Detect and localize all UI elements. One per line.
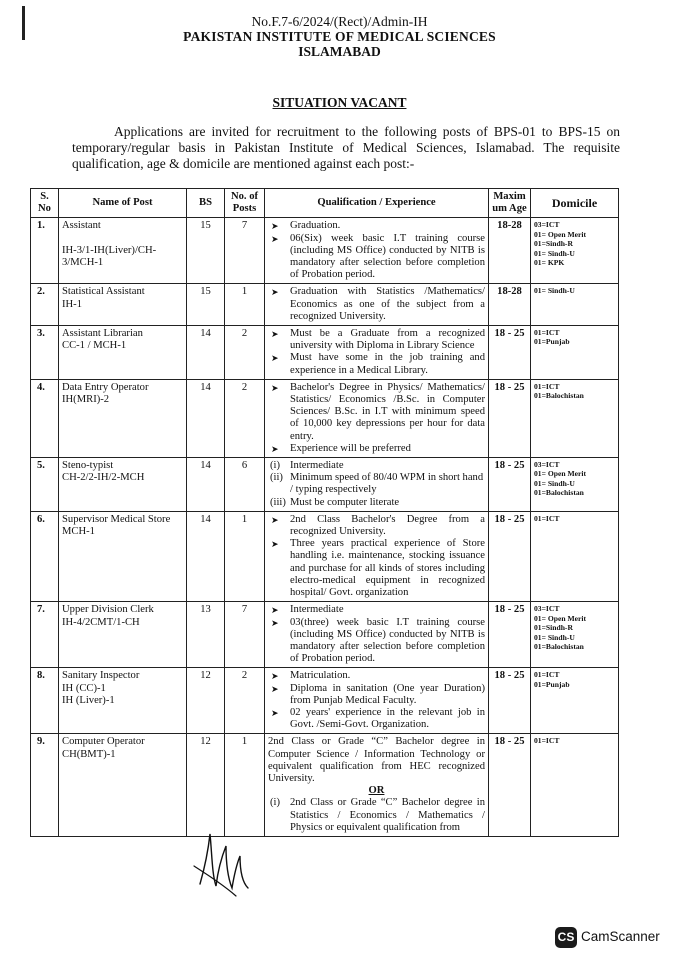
qualification-list [268,220,485,281]
post-name-line: Statistical Assistant [62,286,145,298]
qualification-list [268,328,485,377]
qualification-text: Must be computer literate [290,496,400,508]
qualification-item [268,352,485,376]
arrowhead-bullet-icon: ➤ [271,707,279,718]
post-name-line: Supervisor Medical Store [62,513,171,525]
table-row [31,511,619,601]
domicile-quota: 01=Punjab [534,337,570,347]
qualification-cell [265,284,489,326]
post-name-cell [59,734,187,837]
arrowhead-bullet-icon: ➤ [271,683,279,694]
qualification-list [268,286,485,323]
maximum-age: 18-28 [489,218,531,284]
row-number: 5. [31,458,59,512]
domicile-quota: 01= Sindh-U [534,286,575,296]
qualification-list [268,514,485,599]
camscanner-label: CamScanner [581,929,660,944]
qualification-cell [265,668,489,734]
basic-scale: 12 [187,668,225,734]
domicile-cell [531,326,619,380]
arrowhead-bullet-icon: ➤ [271,353,279,364]
qualification-item [268,382,485,443]
qualification-text: Matriculation. [290,670,351,682]
institute-name: PAKISTAN INSTITUTE OF MEDICAL SCIENCES [183,29,496,44]
qualification-item [268,328,485,352]
arrowhead-bullet-icon: ➤ [271,605,279,616]
domicile-quota: 01=ICT [534,736,560,746]
header-sno: S. No [31,189,59,218]
qualification-list [268,604,485,665]
qualification-item [268,460,485,472]
qualification-text: Experience will be preferred [290,442,411,454]
qualification-item [268,233,485,282]
table-row [31,458,619,512]
domicile-quota: 01=ICT [534,670,560,680]
table-row [31,284,619,326]
post-name-line: Upper Division Clerk [62,604,154,616]
domicile-quota: 01=Punjab [534,679,570,689]
qualification-item [268,472,485,496]
maximum-age: 18 - 25 [489,458,531,512]
basic-scale: 15 [187,218,225,284]
table-row [31,602,619,668]
qualification-text: Diploma in sanitation (One year Duration) from Punjab Medical Faculty. [290,682,485,706]
reference-number: No.F.7-6/2024/(Rect)/Admin-IH [251,14,428,29]
advertisement-title: SITUATION VACANT [272,95,407,110]
domicile-quota: 01=ICT [534,381,560,391]
item-numeral: (i) [270,460,280,472]
qualification-text: Must be a Graduate from a recognized university with Diploma in Library Science [290,328,485,352]
arrowhead-bullet-icon: ➤ [271,443,279,454]
row-number: 6. [31,511,59,601]
post-name-line: IH(MRI)-2 [62,394,110,406]
qualification-cell [265,511,489,601]
arrowhead-bullet-icon: ➤ [271,617,279,628]
table-row [31,379,619,457]
basic-scale: 13 [187,602,225,668]
qualification-cell [265,379,489,457]
domicile-quota: 01= Sindh-U [534,478,575,488]
qualification-text: Bachelor's Degree in Physics/ Mathematics/ Statistics/ Economics /B.Sc. in Computer Sciences/ B.Sc. in I.T with minimum speed of 10,000 key depressions per hour for data entry. [290,381,485,442]
domicile-quota: 01= Open Merit [534,613,586,623]
item-numeral: (ii) [270,472,283,484]
domicile-cell [531,602,619,668]
table-row [31,734,619,837]
domicile-quota: 01=Balochistan [534,391,584,401]
number-of-posts: 1 [225,511,265,601]
qualification-text: Intermediate [290,460,344,472]
post-name-line: CC-1 / MCH-1 [62,340,127,352]
domicile-quota: 03=ICT [534,220,560,230]
camscanner-logo-icon: CS [555,927,577,948]
item-numeral: (iii) [270,496,286,508]
post-name-cell [59,284,187,326]
post-name-cell [59,511,187,601]
domicile-quota: 01= KPK [534,258,565,268]
or-separator: OR [368,785,385,797]
number-of-posts: 2 [225,326,265,380]
arrowhead-bullet-icon: ➤ [271,382,279,393]
header-name-of-post: Name of Post [59,189,187,218]
basic-scale: 12 [187,734,225,837]
maximum-age: 18 - 25 [489,734,531,837]
basic-scale: 14 [187,326,225,380]
post-name-line [62,233,183,245]
number-of-posts: 1 [225,734,265,837]
post-name-line: Computer Operator [62,736,145,748]
post-name-cell [59,668,187,734]
number-of-posts: 1 [225,284,265,326]
domicile-cell [531,734,619,837]
number-of-posts: 2 [225,668,265,734]
row-number: 3. [31,326,59,380]
qualification-text: Minimum speed of 80/40 WPM in short hand / typing respectively [290,472,484,496]
header-max-age: Maxim um Age [489,189,531,218]
arrowhead-bullet-icon: ➤ [271,287,279,298]
qualification-text: 02 years' experience in the relevant job in Govt. /Semi-Govt. Organization. [290,706,485,731]
qualification-item [268,443,485,455]
post-name-cell [59,326,187,380]
post-name-line: CH(BMT)-1 [62,748,116,760]
table-row [31,326,619,380]
post-name-cell [59,602,187,668]
header-domicile: Domicile [531,189,619,218]
domicile-quota: 01=Sindh-R [534,623,573,633]
qualification-text: 2nd Class or Grade “C” Bachelor degree in Statistics / Economics / Mathematics / Physics or equivalent qualification from [290,797,485,833]
qualification-item [268,286,485,323]
domicile-cell [531,218,619,284]
qualification-cell [265,734,489,837]
table-row [31,218,619,284]
maximum-age: 18 - 25 [489,511,531,601]
qualification-text: 2nd Class Bachelor's Degree from a recognized University. [290,513,485,538]
domicile-quota: 01=ICT [534,328,560,338]
basic-scale: 15 [187,284,225,326]
qualification-item [268,617,485,666]
row-number: 2. [31,284,59,326]
domicile-cell [531,668,619,734]
qualification-cell [265,326,489,380]
basic-scale: 14 [187,511,225,601]
qualification-text: Graduation with Statistics /Mathematics/ Economics as one of the subject from a recognized University. [290,286,485,322]
post-name-line: Steno-typist [62,460,114,472]
header-bs: BS [187,189,225,218]
post-name-line: Assistant [62,220,101,232]
basic-scale: 14 [187,458,225,512]
post-name-line: IH (CC)-1 [62,682,106,694]
qualification-item [268,797,485,834]
qualification-list [268,670,485,731]
qualification-item [268,707,485,731]
qualification-item [268,670,485,682]
number-of-posts: 7 [225,218,265,284]
qualification-text: Intermediate [290,604,344,616]
qualification-cell [265,218,489,284]
domicile-cell [531,284,619,326]
arrowhead-bullet-icon: ➤ [271,221,279,232]
domicile-quota: 03=ICT [534,460,560,470]
arrowhead-bullet-icon: ➤ [271,329,279,340]
city-name: ISLAMABAD [298,44,381,59]
domicile-quota: 03=ICT [534,604,560,614]
qualification-text: Must have some in the job training and experience in a Medical Library. [290,352,485,376]
row-number: 4. [31,379,59,457]
signature [190,826,260,905]
header-no-of-posts: No. of Posts [225,189,265,218]
domicile-quota: 01=ICT [534,513,560,523]
header-qualification: Qualification / Experience [265,189,489,218]
post-name-cell [59,379,187,457]
qualification-text: Three years practical experience of Store handling i.e. maintenance, stocking issuance and purchase for all kinds of stores including electro-medical equipment in recognized hospital/ Govt. organization [290,538,485,599]
domicile-cell [531,458,619,512]
domicile-cell [531,511,619,601]
maximum-age: 18 - 25 [489,602,531,668]
post-name-line: IH-4/2CMT/1-CH [62,616,140,628]
maximum-age: 18-28 [489,284,531,326]
qualification-text: 06(Six) week basic I.T training course (including MS Office) conducted by NITB is mandatory after selection before completion of Probation period. [290,232,485,281]
domicile-quota: 01= Open Merit [534,469,586,479]
domicile-quota: 01= Sindh-U [534,632,575,642]
row-number: 7. [31,602,59,668]
qualification-paragraph: 2nd Class or Grade “C” Bachelor degree in Computer Science / Information Technology or equivalent qualification from HEC recognized University. [268,736,485,784]
qualification-item [268,604,485,616]
basic-scale: 14 [187,379,225,457]
table-row [31,668,619,734]
post-name-cell [59,458,187,512]
post-name-line: CH-2/2-IH/2-MCH [62,472,145,484]
arrowhead-bullet-icon: ➤ [271,539,279,550]
row-number: 8. [31,668,59,734]
domicile-quota: 01= Sindh-U [534,248,575,258]
post-name-line: IH-3/1-IH(Liver)/CH-3/MCH-1 [62,244,157,269]
qualification-item [268,220,485,232]
qualification-item [268,497,485,509]
number-of-posts: 6 [225,458,265,512]
domicile-quota: 01=Sindh-R [534,239,573,249]
item-numeral: (i) [270,797,280,809]
maximum-age: 18 - 25 [489,326,531,380]
row-number: 9. [31,734,59,837]
post-name-line: Sanitary Inspector [62,670,140,682]
domicile-cell [531,379,619,457]
qualification-text: Graduation. [290,220,341,232]
post-name-cell [59,218,187,284]
qualification-item [268,538,485,599]
arrowhead-bullet-icon: ➤ [271,233,279,244]
qualification-text: 03(three) week basic I.T training course (including MS Office) conducted by NITB is mandatory after selection before completion of Probation period. [290,616,485,665]
arrowhead-bullet-icon: ➤ [271,671,279,682]
domicile-quota: 01=Balochistan [534,641,584,651]
number-of-posts: 2 [225,379,265,457]
qualification-cell [265,602,489,668]
post-name-line: Assistant Librarian [62,328,143,340]
qualification-item [268,514,485,538]
post-name-line: IH-1 [62,298,83,310]
row-number: 1. [31,218,59,284]
intro-paragraph: Applications are invited for recruitment to the following posts of BPS-01 to BPS-15 on temporary/regular basis in Pakistan Institute of Medical Sciences, Islamabad. The requisite qualification, age & domicile are mentioned against each post:- [72,124,620,171]
arrowhead-bullet-icon: ➤ [271,514,279,525]
domicile-quota: 01= Open Merit [534,229,586,239]
post-name-line: IH (Liver)-1 [62,694,115,706]
maximum-age: 18 - 25 [489,668,531,734]
number-of-posts: 7 [225,602,265,668]
post-name-line: MCH-1 [62,526,95,538]
domicile-quota: 01=Balochistan [534,488,584,498]
table-header-row [31,189,619,218]
maximum-age: 18 - 25 [489,379,531,457]
vacancy-table [30,188,619,837]
qualification-cell [265,458,489,512]
qualification-list [268,382,485,455]
qualification-item [268,683,485,707]
post-name-line: Data Entry Operator [62,381,149,393]
